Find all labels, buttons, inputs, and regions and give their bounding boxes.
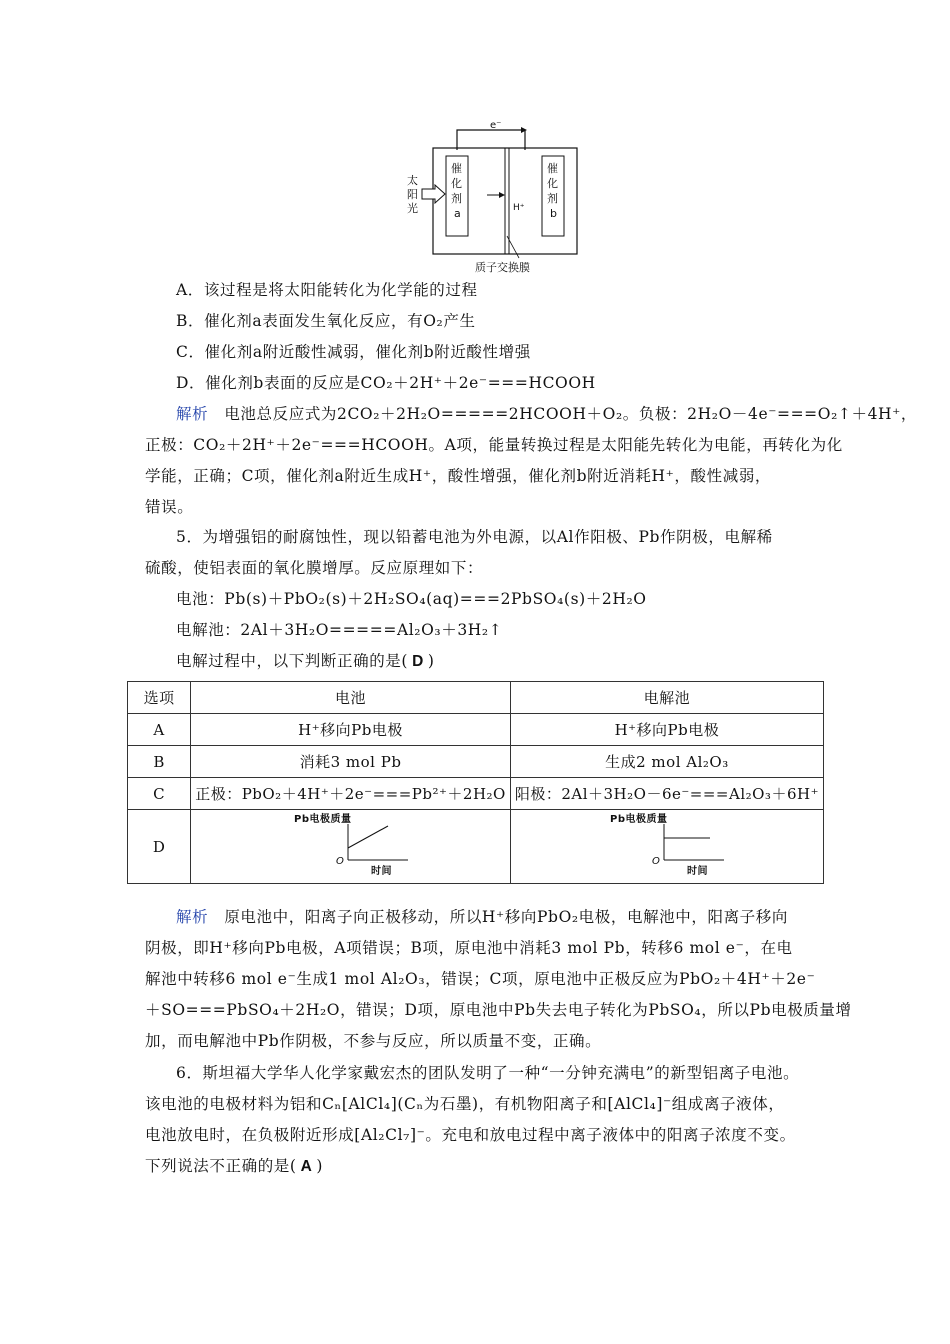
electron-label: e⁻ [490,120,502,131]
table-row-graphs [128,810,824,884]
q6-stem-line-2: 该电池的电极材料为铝和Cₙ[AlCl₄](Cₙ为石墨)，有机物阳离子和[AlCl₄]⁻组成离子液体， [145,1095,785,1113]
q4-analysis-line-1: 解析 电池总反应式为2CO₂＋2H₂O=====2HCOOH＋O₂。负极：2H₂O－4e⁻===O₂↑＋4H⁺， [176,405,918,423]
q5-analysis-line-3: 解池中转移6 mol e⁻生成1 mol Al₂O₃，错误；C项，原电池中正极反应为PbO₂＋4H⁺＋2e⁻ [145,970,816,988]
mass-increasing-line [348,826,388,848]
catalyst-a-char-1: 催 [451,162,462,175]
q5-analysis-line-2: 阴极，即H⁺移向Pb电极，A项错误；B项，原电池中消耗3 mol Pb，转移6 mol e⁻，在电 [145,939,793,957]
sunlight-char-1: 太 [407,174,418,187]
q5-question: 电解过程中，以下判断正确的是( D ) [176,652,435,670]
q6-stem-line-3: 电池放电时，在负极附近形成[Al₂Cl₇]⁻。充电和放电过程中离子液体中的阳离子浓度不变。 [145,1126,796,1144]
table-cell: H⁺移向Pb电极 [191,714,511,746]
q4-analysis-line-4: 错误。 [145,498,194,516]
electrolysis-mass-graph [592,812,742,878]
q5-analysis-line-1: 解析 原电池中，阳离子向正极移动，所以H⁺移向PbO₂电极，电解池中，阳离子移向 [176,908,788,926]
table-cell: A [128,714,191,746]
catalyst-a-char-2: 化 [451,177,462,190]
q4-analysis-label: 解析 [176,405,209,423]
table-row [128,778,824,810]
external-wire [457,130,525,150]
q5-electrolysis-equation: 电解池：2Al＋3H₂O=====Al₂O₃＋3H₂↑ [176,621,503,639]
table-row [128,746,824,778]
electron-arrowhead [521,127,527,133]
q4-option-c: C．催化剂a附近酸性减弱，催化剂b附近酸性增强 [176,343,531,361]
q5-answer: D [412,653,424,670]
photoelectrochemical-cell-diagram [395,118,595,278]
q4-analysis-line-2: 正极：CO₂＋2H⁺＋2e⁻===HCOOH。A项，能量转换过程是太阳能先转化为电能，再转化为化 [145,436,843,454]
table-cell: D [128,810,191,884]
table-cell: H⁺移向Pb电极 [510,714,823,746]
table-cell-battery-graph [191,810,511,884]
graph-y-label: Pb电极质量 [293,813,352,825]
q5-analysis-label: 解析 [176,908,209,926]
table-header-option: 选项 [128,682,191,714]
graph-origin: O [651,855,661,867]
q5-analysis-line-4: ＋SO===PbSO₄＋2H₂O，错误；D项，原电池中Pb失去电子转化为PbSO₄，所以Pb电极质量增 [145,1001,852,1019]
table-header-row [128,682,824,714]
battery-mass-graph [276,812,426,878]
catalyst-b-char-4: b [550,207,557,220]
catalyst-a-char-4: a [454,207,461,220]
q5-analysis-line-5: 加，而电解池中Pb作阴极，不参与反应，所以质量不变，正确。 [145,1032,602,1050]
q4-option-b: B．催化剂a表面发生氧化反应，有O₂产生 [176,312,476,330]
sunlight-char-3: 光 [407,202,418,215]
q5-stem-line-1: 5．为增强铝的耐腐蚀性，现以铅蓄电池为外电源，以Al作阳极、Pb作阴极，电解稀 [176,528,773,546]
table-cell: 正极：PbO₂＋4H⁺＋2e⁻===Pb²⁺＋2H₂O [191,778,511,810]
catalyst-b-char-1: 催 [547,162,558,175]
table-cell: 生成2 mol Al₂O₃ [510,746,823,778]
membrane-label: 质子交换膜 [475,261,530,274]
graph-x-label: 时间 [370,865,392,877]
proton-label: H⁺ [513,203,525,213]
q6-question: 下列说法不正确的是( A ) [145,1157,324,1175]
catalyst-b-char-3: 剂 [547,192,558,205]
q5-options-table [127,681,824,884]
table-cell: B [128,746,191,778]
table-cell: 阳极：2Al＋3H₂O－6e⁻===Al₂O₃＋6H⁺ [510,778,823,810]
table-row [128,714,824,746]
table-cell-electrolysis-graph [510,810,823,884]
graph-x-label: 时间 [686,865,708,877]
sunlight-char-2: 阳 [407,188,418,201]
q5-battery-equation: 电池：Pb(s)＋PbO₂(s)＋2H₂SO₄(aq)===2PbSO₄(s)＋2H₂O [176,590,647,608]
table-cell: C [128,778,191,810]
q4-analysis-line-3: 学能，正确；C项，催化剂a附近生成H⁺，酸性增强，催化剂b附近消耗H⁺，酸性减弱， [145,467,772,485]
catalyst-b-char-2: 化 [547,177,558,190]
q6-answer: A [300,1158,313,1175]
graph-y-label: Pb电极质量 [609,813,668,825]
q5-stem-line-2: 硫酸，使铝表面的氧化膜增厚。反应原理如下： [145,559,484,577]
graph-origin: O [335,855,344,867]
q4-option-d: D．催化剂b表面的反应是CO₂＋2H⁺＋2e⁻===HCOOH [176,374,596,392]
proton-arrowhead [499,192,505,198]
table-cell: 消耗3 mol Pb [191,746,511,778]
table-header-electrolysis: 电解池 [510,682,823,714]
table-header-battery: 电池 [191,682,511,714]
catalyst-a-char-3: 剂 [451,192,462,205]
q6-stem-line-1: 6．斯坦福大学华人化学家戴宏杰的团队发明了一种“一分钟充满电”的新型铝离子电池。 [176,1064,800,1082]
q4-option-a: A．该过程是将太阳能转化为化学能的过程 [176,281,478,299]
